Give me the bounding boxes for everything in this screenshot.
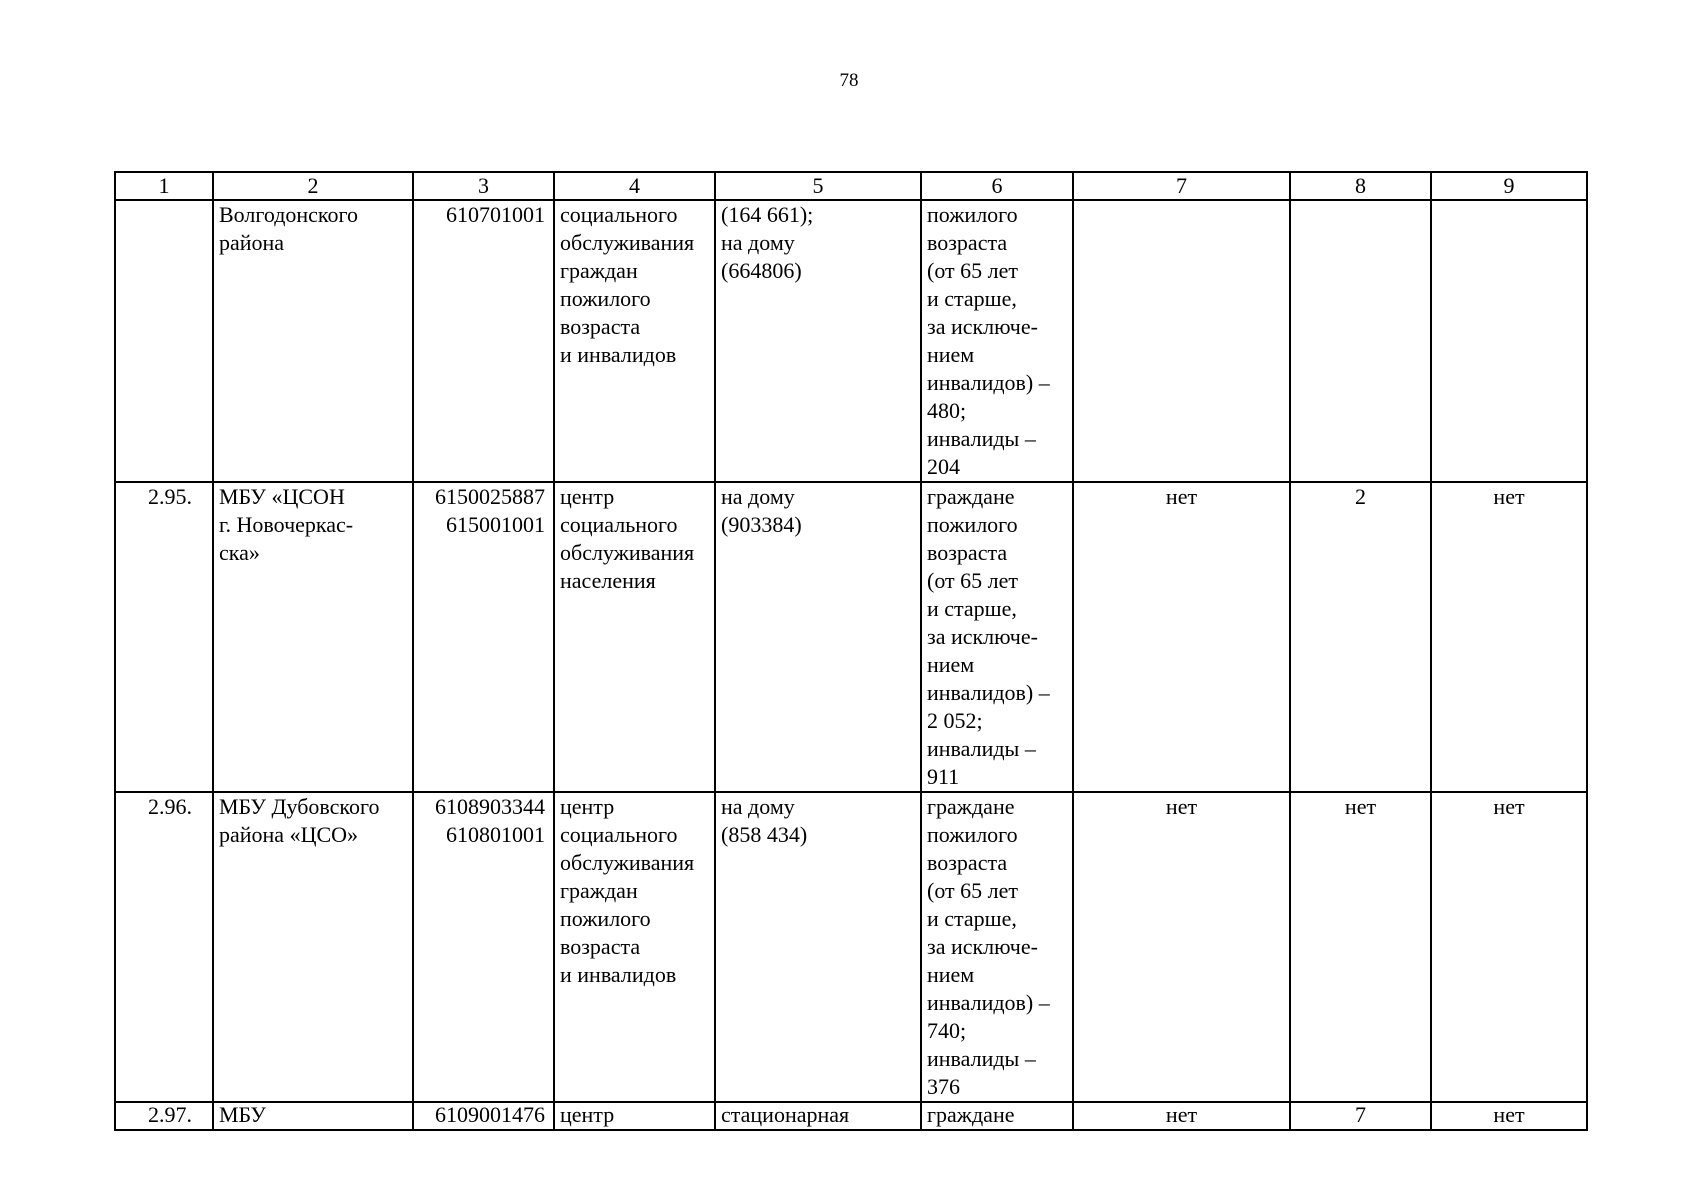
- row-number-cell: [115, 200, 213, 482]
- column-8-cell: 2: [1290, 482, 1431, 792]
- table-row: [115, 1102, 1587, 1130]
- organization-name-cell: МБУ Дубовского района «ЦСО»: [213, 792, 413, 1102]
- column-7-cell: [1073, 200, 1290, 482]
- recipients-cell: граждане пожилого возраста (от 65 лет и старше, за исключе- нием инвалидов) – 2 052; инвалиды – 911: [921, 482, 1073, 792]
- organization-type-cell: социального обслуживания граждан пожилого возраста и инвалидов: [554, 200, 715, 482]
- row-number-cell: 2.95.: [115, 482, 213, 792]
- service-form-cell: (164 661); на дому (664806): [715, 200, 921, 482]
- organization-name-cell: МБУ «ЦСОН г. Новочеркас- ска»: [213, 482, 413, 792]
- recipients-cell: граждане пожилого возраста (от 65 лет и старше, за исключе- нием инвалидов) – 740; инвалиды – 376: [921, 792, 1073, 1102]
- codes-cell: 6109001476: [413, 1102, 554, 1130]
- table-header-row: [115, 172, 1587, 200]
- column-8-cell: [1290, 200, 1431, 482]
- service-form-cell: на дому (903384): [715, 482, 921, 792]
- column-header: 5: [715, 172, 921, 200]
- row-number-cell: 2.96.: [115, 792, 213, 1102]
- table-row: [115, 482, 1587, 792]
- column-header: 9: [1431, 172, 1587, 200]
- row-number-cell: 2.97.: [115, 1102, 213, 1130]
- organization-type-cell: центр: [554, 1102, 715, 1130]
- column-9-cell: нет: [1431, 792, 1587, 1102]
- organization-name-cell: МБУ: [213, 1102, 413, 1130]
- column-9-cell: нет: [1431, 482, 1587, 792]
- column-header: 2: [213, 172, 413, 200]
- column-header: 8: [1290, 172, 1431, 200]
- table-row: [115, 200, 1587, 482]
- organization-type-cell: центр социального обслуживания граждан пожилого возраста и инвалидов: [554, 792, 715, 1102]
- table-row: [115, 792, 1587, 1102]
- column-9-cell: нет: [1431, 1102, 1587, 1130]
- services-table: [114, 171, 1588, 1131]
- column-9-cell: [1431, 200, 1587, 482]
- service-form-cell: стационарная: [715, 1102, 921, 1130]
- page-number: 78: [839, 70, 859, 91]
- column-7-cell: нет: [1073, 1102, 1290, 1130]
- codes-cell: 610701001: [413, 200, 554, 482]
- recipients-cell: граждане: [921, 1102, 1073, 1130]
- column-7-cell: нет: [1073, 792, 1290, 1102]
- recipients-cell: пожилого возраста (от 65 лет и старше, за исключе- нием инвалидов) – 480; инвалиды – 204: [921, 200, 1073, 482]
- column-header: 7: [1073, 172, 1290, 200]
- service-form-cell: на дому (858 434): [715, 792, 921, 1102]
- column-7-cell: нет: [1073, 482, 1290, 792]
- codes-cell: 6108903344 610801001: [413, 792, 554, 1102]
- column-8-cell: 7: [1290, 1102, 1431, 1130]
- column-header: 3: [413, 172, 554, 200]
- codes-cell: 6150025887 615001001: [413, 482, 554, 792]
- column-header: 6: [921, 172, 1073, 200]
- column-8-cell: нет: [1290, 792, 1431, 1102]
- column-header: 1: [115, 172, 213, 200]
- column-header: 4: [554, 172, 715, 200]
- organization-type-cell: центр социального обслуживания населения: [554, 482, 715, 792]
- organization-name-cell: Волгодонского района: [213, 200, 413, 482]
